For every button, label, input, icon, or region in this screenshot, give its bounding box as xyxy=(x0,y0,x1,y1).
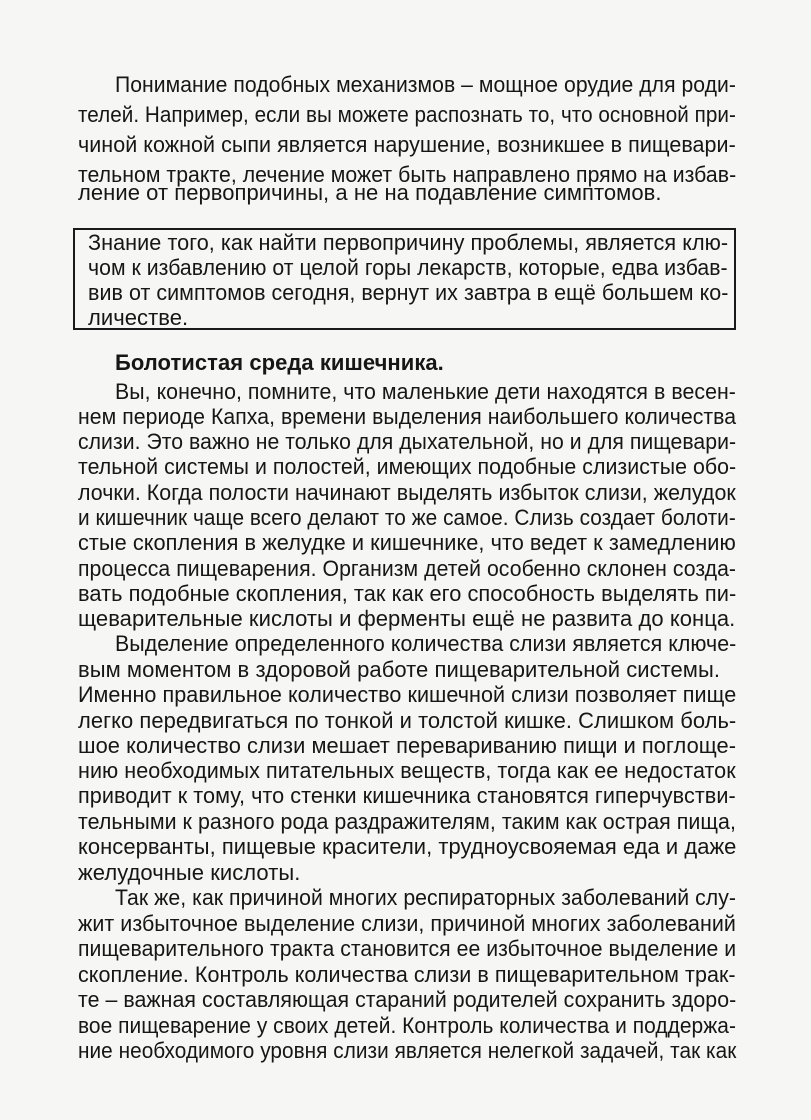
text-line: щеварительные кислоты и ферменты ещё не развита до конца. xyxy=(78,606,736,631)
text-line: слизи. Это важно не только для дыхательной, но и для пищевари- xyxy=(78,429,737,454)
text-line: Именно правильное количество кишечной слизи позволяет пище xyxy=(78,682,737,707)
text-line: легко передвигаться по тонкой и толстой кишке. Слишком боль- xyxy=(78,708,737,733)
text-line: ление от первопричины, а не на подавление симптомов. xyxy=(78,180,662,205)
text-line: чиной кожной сыпи является нарушение, возникшее в пищевари- xyxy=(78,132,736,157)
text-line: вое пищеварение у своих детей. Контроль количества и поддержа- xyxy=(78,1013,736,1038)
text-line: консерванты, пищевые красители, трудноусвояемая еда и даже xyxy=(78,834,737,859)
text-line: тельными к разного рода раздражителям, таким как острая пища, xyxy=(78,809,736,834)
text-line: чом к избавлению от целой горы лекарств, которые, едва избав- xyxy=(88,255,728,280)
text-line: тельной системы и полостей, имеющих подобные слизистые обо- xyxy=(78,454,737,479)
text-line: приводит к тому, что стенки кишечника становятся гиперчувстви- xyxy=(78,783,736,808)
text-line: Вы, конечно, помните, что маленькие дети находятся в весен- xyxy=(115,379,736,404)
text-line: жит избыточное выделение слизи, причиной многих заболеваний xyxy=(78,911,736,936)
section-heading: Болотистая среда кишечника. xyxy=(115,350,444,375)
text-line: нию необходимых питательных веществ, тогда как ее недостаток xyxy=(78,758,736,783)
text-line: стые скопления в желудке и кишечнике, что ведет к замедлению xyxy=(78,530,736,555)
text-line: те – важная составляющая стараний родителей сохранить здоро- xyxy=(78,987,737,1012)
text-line: вив от симптомов сегодня, вернут их завтра в ещё большем ко- xyxy=(88,280,729,305)
text-line: личестве. xyxy=(88,305,189,330)
text-line: и кишечник чаще всего делают то же самое. Слизь создает болоти- xyxy=(78,505,736,530)
text-line: Знание того, как найти первопричину проблемы, является клю- xyxy=(88,230,729,255)
text-line: вать подобные скопления, так как его способность выделять пи- xyxy=(78,581,737,606)
text-line: скопление. Контроль количества слизи в пищеварительном трак- xyxy=(78,962,736,987)
text-line: ние необходимого уровня слизи является нелегкой задачей, так как xyxy=(78,1038,737,1063)
text-line: тельном тракте, лечение может быть направлено прямо на избав- xyxy=(78,162,737,187)
text-line: процесса пищеварения. Организм детей особенно склонен созда- xyxy=(78,556,737,581)
text-line: телей. Например, если вы можете распознать то, что основной при- xyxy=(78,102,736,127)
text-line: лочки. Когда полости начинают выделять избыток слизи, желудок xyxy=(78,480,736,505)
text-line: пищеварительного тракта становится ее избыточное выделение и xyxy=(78,936,737,961)
text-line: Так же, как причиной многих респираторных заболеваний слу- xyxy=(115,885,736,910)
text-line: нем периоде Капха, времени выделения наибольшего количества xyxy=(78,404,737,429)
text-line: желудочные кислоты. xyxy=(78,860,301,885)
text-line: шое количество слизи мешает перевариванию пищи и поглоще- xyxy=(78,733,737,758)
text-line: вым моментом в здоровой работе пищеварительной системы. xyxy=(78,657,720,682)
text-line: Выделение определенного количества слизи является ключе- xyxy=(115,631,737,656)
text-line: Понимание подобных механизмов – мощное орудие для роди- xyxy=(115,72,736,97)
